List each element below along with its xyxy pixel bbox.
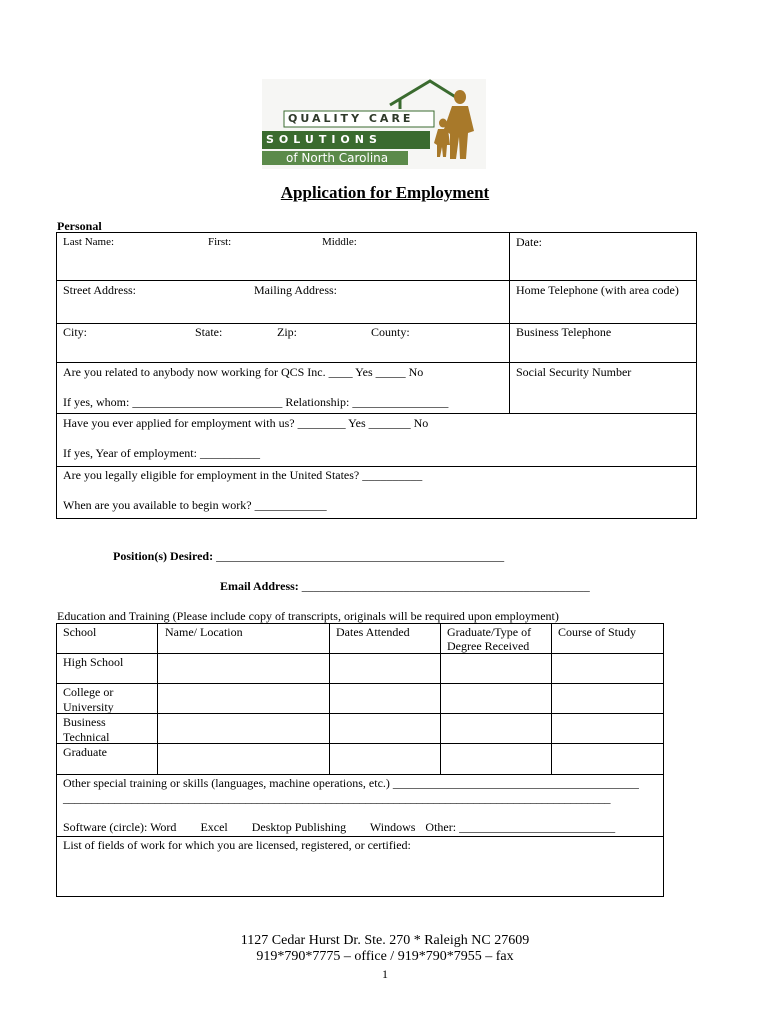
page-title: Application for Employment <box>280 183 490 202</box>
header-dates-attended: Dates Attended <box>336 625 410 639</box>
software-word[interactable]: Software (circle): Word <box>63 820 177 834</box>
county-field[interactable]: County: <box>371 325 410 339</box>
logo-line2: SOLUTIONS <box>266 133 382 146</box>
applied-before-question[interactable]: Have you ever applied for employment with us? ________ Yes _______ No <box>63 416 429 430</box>
related-question[interactable]: Are you related to anybody now working for QCS Inc. ____ Yes _____ No <box>63 365 424 379</box>
footer-phones: 919*790*7775 – office / 919*790*7955 – fax <box>256 949 514 964</box>
middle-name-field[interactable]: Middle: <box>322 236 357 248</box>
row-business: Business <box>63 715 106 729</box>
header-school: School <box>63 625 97 639</box>
if-yes-whom-field[interactable]: If yes, whom: _________________________ Relationship: ________________ <box>63 395 449 409</box>
zip-field[interactable]: Zip: <box>277 325 297 339</box>
logo-line1: QUALITY CARE <box>288 112 414 125</box>
email-address-line: ________________________________________________ <box>298 579 590 593</box>
available-question[interactable]: When are you available to begin work? ____________ <box>63 498 327 512</box>
first-name-field[interactable]: First: <box>208 236 232 248</box>
header-name-location: Name/ Location <box>165 625 243 639</box>
education-table <box>56 623 664 897</box>
company-logo <box>262 79 486 169</box>
date-field[interactable]: Date: <box>516 235 542 249</box>
row-graduate: Graduate <box>63 745 107 759</box>
other-skills-field[interactable]: Other special training or skills (languages, machine operations, etc.) _________________________________________ <box>63 776 639 790</box>
other-skills-line2[interactable]: ________________________________________________________________________________________________ <box>63 791 611 805</box>
header-degree-received: Degree Received <box>447 639 530 653</box>
row-high-school: High School <box>63 655 124 669</box>
education-caption: Education and Training (Please include copy of transcripts, originals will be required upon employment) <box>57 609 559 623</box>
positions-desired-line: ________________________________________________ <box>213 549 505 563</box>
state-field[interactable]: State: <box>195 325 223 339</box>
positions-desired-field[interactable] <box>113 549 504 564</box>
software-windows[interactable]: Windows <box>369 820 416 834</box>
footer-address: 1127 Cedar Hurst Dr. Ste. 270 * Raleigh NC 27609 <box>240 933 530 948</box>
software-desktop-publishing[interactable]: Desktop Publishing <box>251 820 347 834</box>
year-employment-field[interactable]: If yes, Year of employment: __________ <box>63 446 260 460</box>
ssn-field[interactable]: Social Security Number <box>516 365 632 379</box>
logo-line3: of North Carolina <box>286 151 389 165</box>
email-address-label: Email Address: <box>220 579 299 593</box>
eligible-question[interactable]: Are you legally eligible for employment in the United States? __________ <box>63 468 423 482</box>
street-address-field[interactable]: Street Address: <box>63 283 136 297</box>
software-excel[interactable]: Excel <box>200 820 228 834</box>
row-technical: Technical <box>63 730 110 744</box>
software-row[interactable] <box>63 820 615 835</box>
header-course-of-study: Course of Study <box>558 625 636 639</box>
header-graduate-type: Graduate/Type of <box>447 625 532 639</box>
last-name-field[interactable]: Last Name: <box>63 236 115 248</box>
personal-heading: Personal <box>57 219 102 233</box>
email-address-field[interactable] <box>220 579 590 594</box>
business-telephone-field[interactable]: Business Telephone <box>516 325 612 339</box>
home-telephone-field[interactable]: Home Telephone (with area code) <box>516 283 679 297</box>
page-number: 1 <box>382 967 388 981</box>
software-other[interactable]: Other: __________________________ <box>425 820 616 834</box>
city-field[interactable]: City: <box>63 325 88 339</box>
row-college: College or <box>63 685 114 699</box>
licensed-field[interactable]: List of fields of work for which you are licensed, registered, or certified: <box>63 838 411 852</box>
mailing-address-field[interactable]: Mailing Address: <box>254 283 337 297</box>
positions-desired-label: Position(s) Desired: <box>113 549 214 563</box>
row-university: University <box>63 700 114 714</box>
